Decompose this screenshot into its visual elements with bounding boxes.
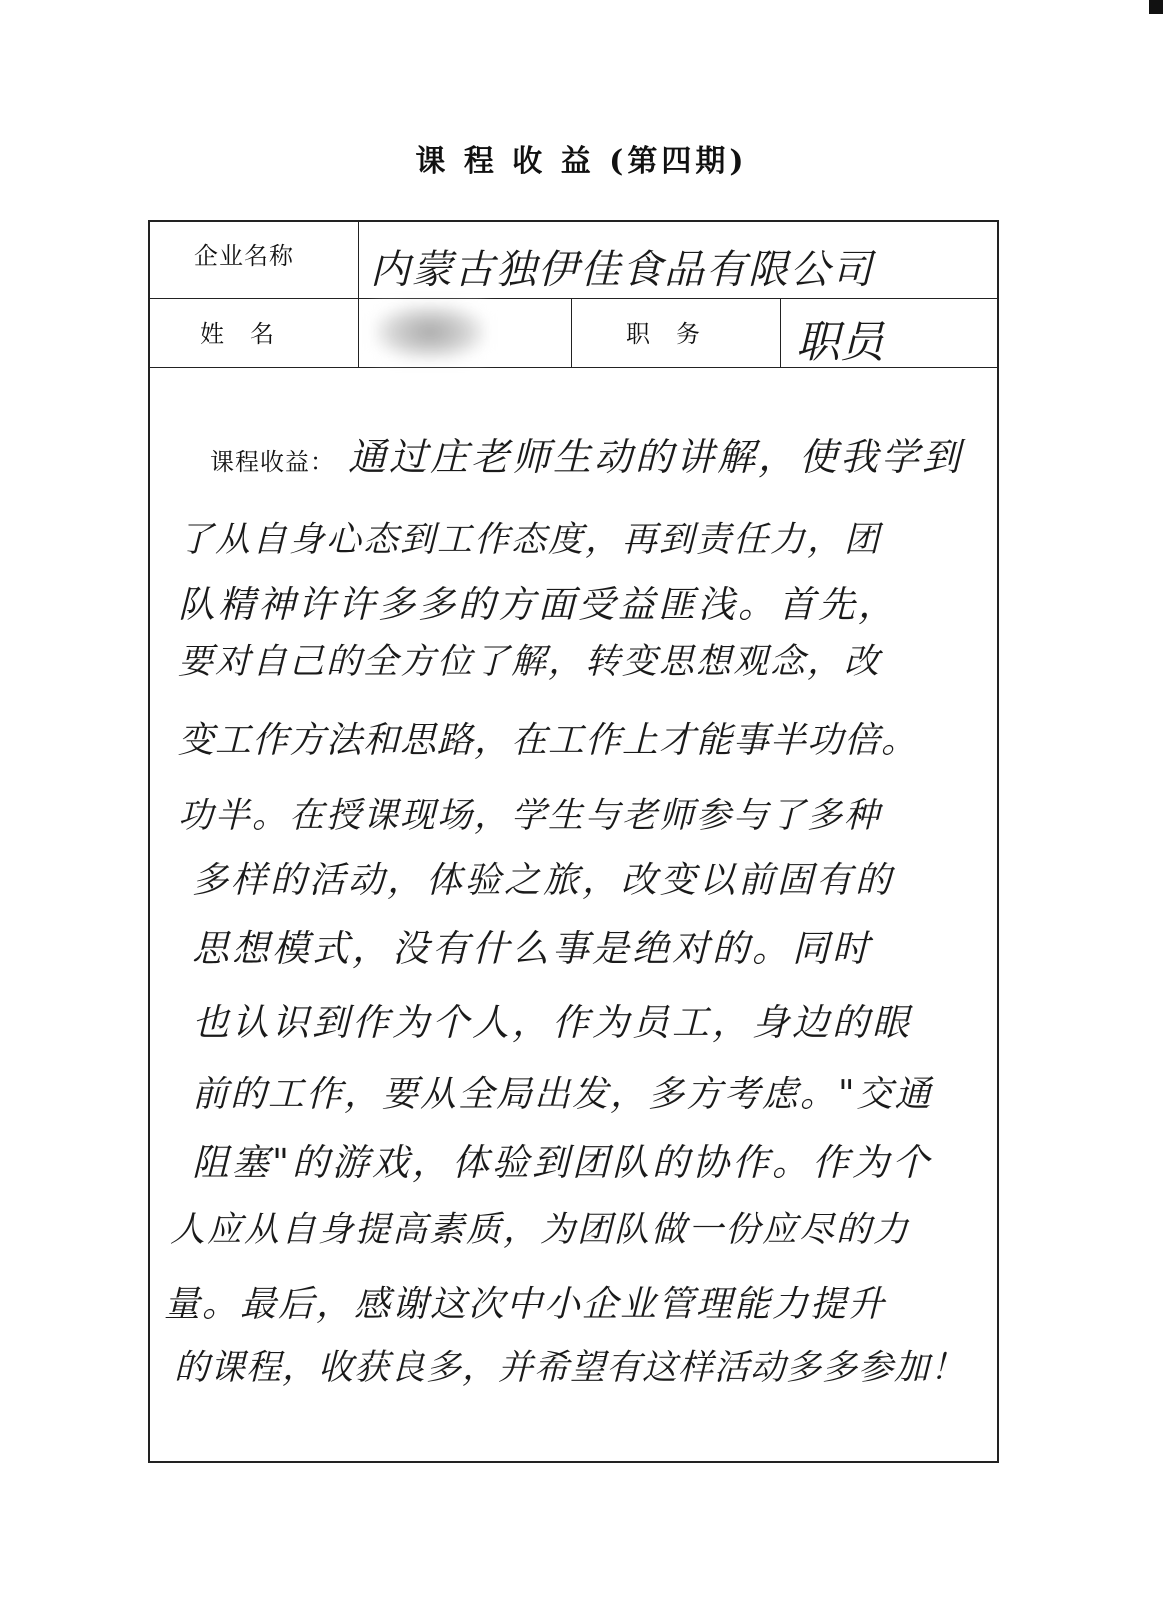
benefit-line-5: 变工作方法和思路，在工作上才能事半功倍。 — [178, 720, 919, 761]
benefit-line-13: 量。最后，感谢这次中小企业管理能力提升 — [164, 1284, 887, 1325]
position-label: 职 务 — [626, 320, 701, 348]
table-border-bottom — [148, 1461, 999, 1463]
company-label: 企业名称 — [194, 242, 294, 270]
benefit-line-14: 的课程，收获良多，并希望有这样活动多多参加！ — [174, 1348, 967, 1388]
position-value: 职员 — [796, 317, 884, 368]
benefit-line-10: 前的工作，要从全局出发，多方考虑。"交通 — [192, 1074, 933, 1115]
benefit-line-3: 队精神许许多多的方面受益匪浅。首先， — [178, 583, 898, 626]
row-divider-1 — [148, 298, 999, 299]
benefit-line-11: 阻塞"的游戏，体验到团队的协作。作为个 — [192, 1141, 933, 1184]
table-border-top — [148, 220, 999, 222]
company-value: 内蒙古独伊佳食品有限公司 — [370, 247, 874, 293]
benefit-line-9: 也认识到作为个人，作为员工，身边的眼 — [192, 1001, 912, 1044]
benefit-line-8: 思想模式，没有什么事是绝对的。同时 — [192, 927, 872, 970]
benefit-label: 课程收益： — [210, 448, 335, 476]
scan-corner-mark — [1149, 0, 1163, 14]
table-border-left — [148, 220, 150, 1463]
page-title: 课 程 收 益 (第四期) — [415, 144, 748, 179]
benefit-line-6: 功半。在授课现场，学生与老师参与了多种 — [178, 796, 882, 836]
name-label: 姓 名 — [200, 320, 275, 348]
benefit-line-4: 要对自己的全方位了解，转变思想观念，改 — [178, 642, 882, 682]
redacted-name-blur — [375, 304, 485, 360]
benefit-line-12: 人应从自身提高素质，为团队做一份应尽的力 — [170, 1210, 911, 1250]
col-divider-label — [358, 220, 359, 367]
benefit-line-1: 通过庄老师生动的讲解，使我学到 — [348, 435, 964, 479]
table-border-right — [997, 220, 999, 1463]
feedback-form — [148, 220, 999, 1463]
col-divider-name — [571, 298, 572, 367]
benefit-line-2: 了从自身心态到工作态度，再到责任力，团 — [178, 520, 882, 560]
col-divider-position — [780, 298, 781, 367]
benefit-line-7: 多样的活动，体验之旅，改变以前固有的 — [192, 860, 895, 901]
